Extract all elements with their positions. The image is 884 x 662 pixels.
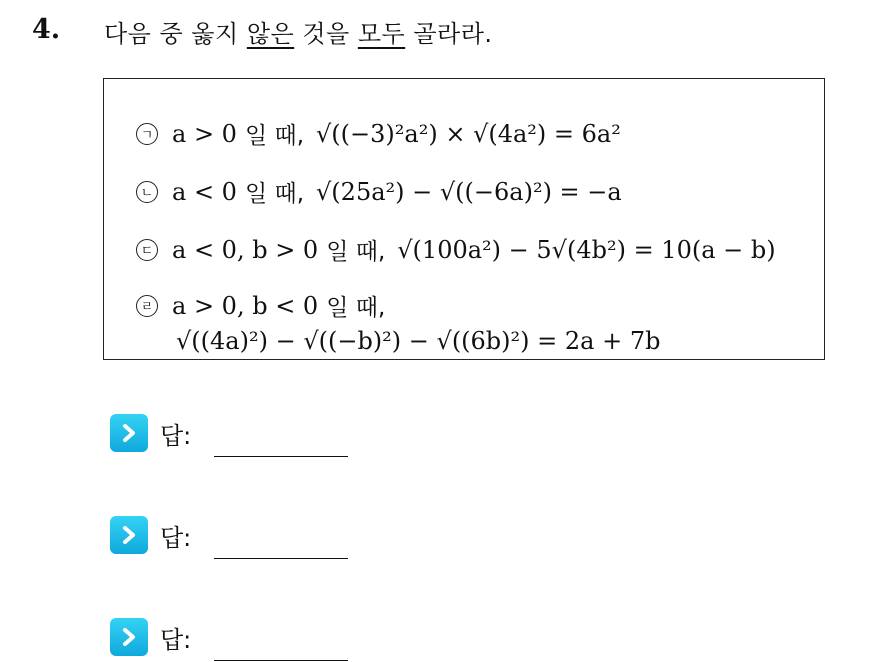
choice-item — [136, 289, 397, 322]
choice-formula: √((−3)²a²) × √(4a²) = 6a² — [316, 119, 621, 148]
choice-when: 일 때, — [326, 239, 386, 265]
choice-when: 일 때, — [326, 295, 386, 321]
question-text-part: 골라라. — [405, 20, 493, 48]
question-number: 4. — [32, 14, 61, 45]
answer-row — [110, 516, 191, 554]
choice-marker: ㄴ — [136, 181, 158, 203]
question-text — [104, 14, 493, 49]
chevron-right-icon — [110, 414, 148, 452]
chevron-right-icon — [110, 516, 148, 554]
chevron-right-icon — [110, 618, 148, 656]
answer-field[interactable] — [214, 660, 348, 661]
choice-condition: a > 0 — [172, 119, 237, 148]
choice-when: 일 때, — [244, 181, 305, 207]
choice-marker: ㄹ — [136, 295, 158, 317]
choice-when: 일 때, — [244, 123, 305, 149]
question-underline-1: 않은 — [246, 20, 295, 48]
choice-item — [136, 175, 622, 208]
choice-marker: ㄷ — [136, 239, 158, 261]
choice-formula: √(100a²) − 5√(4b²) = 10(a − b) — [397, 235, 776, 264]
answer-field[interactable] — [214, 456, 348, 457]
choice-formula: √((4a)²) − √((−b)²) − √((6b)²) = 2a + 7b — [176, 327, 661, 355]
answer-label: 답: — [160, 523, 192, 552]
choice-condition: a < 0, b > 0 — [172, 235, 319, 264]
answer-field[interactable] — [214, 558, 348, 559]
choice-marker: ㄱ — [136, 123, 158, 145]
answer-row — [110, 414, 191, 452]
question-text-part: 다음 중 옳지 — [104, 20, 247, 48]
answer-label: 답: — [160, 421, 192, 450]
question-underline-2: 모두 — [357, 20, 406, 48]
choice-formula: √(25a²) − √((−6a)²) = −a — [316, 177, 622, 206]
choice-condition: a > 0, b < 0 — [172, 291, 319, 320]
choice-item — [136, 233, 776, 266]
choice-item — [136, 117, 621, 150]
answer-label: 답: — [160, 625, 192, 654]
question-text-part: 것을 — [294, 20, 358, 48]
choices-box — [103, 78, 825, 360]
choice-condition: a < 0 — [172, 177, 237, 206]
answer-row — [110, 618, 191, 656]
